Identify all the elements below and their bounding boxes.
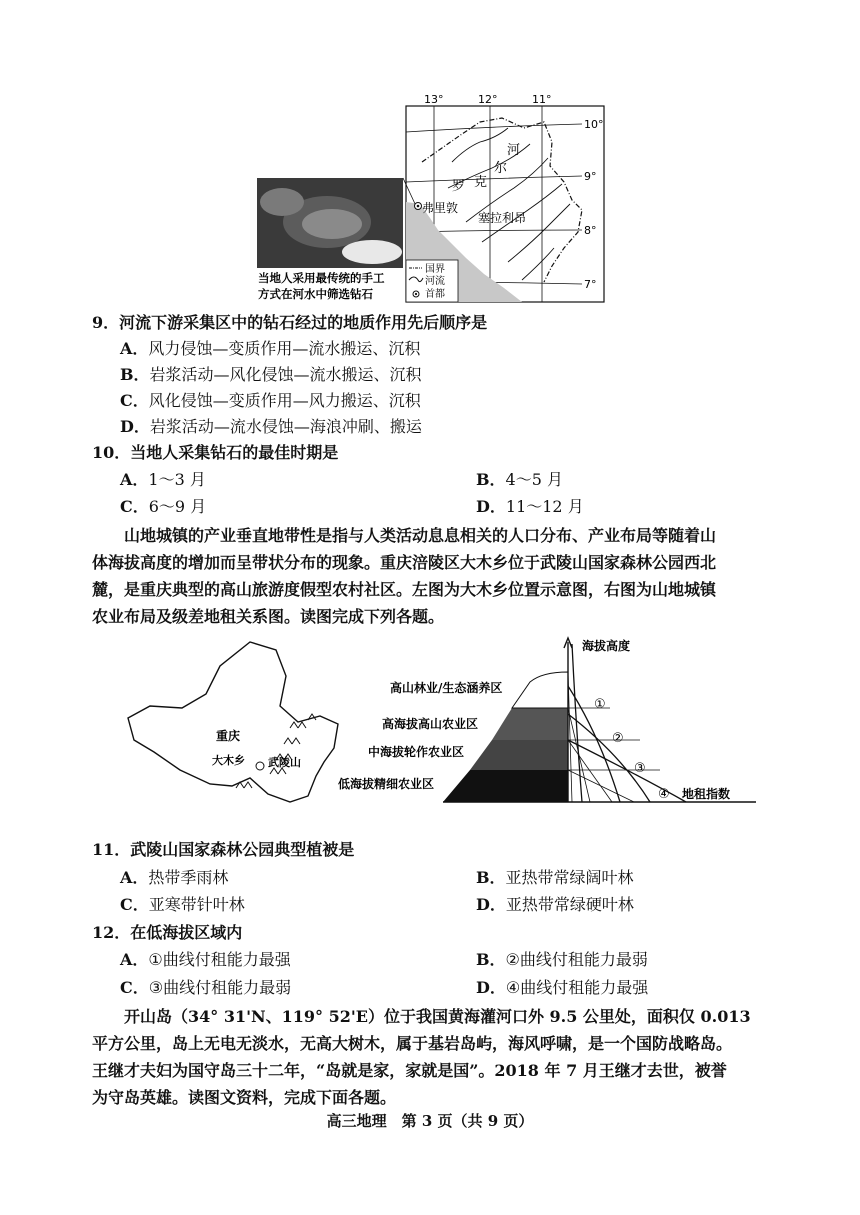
lat-label: 7° — [584, 278, 597, 291]
lat-label: 10° — [584, 118, 604, 131]
zone-mid — [470, 740, 568, 770]
x-axis-label: 地租指数 — [682, 787, 731, 801]
map-label: 克 — [474, 175, 488, 190]
figure-2 — [120, 636, 760, 808]
curve-label: ② — [612, 731, 624, 746]
question-9-stem: 9．河流下游采集区中的钻石经过的地质作用先后顺序是 — [92, 313, 488, 332]
question-12-stem: 12．在低海拔区域内 — [92, 923, 243, 942]
map-label: 塞拉利昂 — [478, 211, 527, 225]
left-map-label: 大木乡 — [212, 754, 245, 767]
damu-location-icon — [256, 762, 264, 770]
q12-option-d[interactable]: D．④曲线付租能力最强 — [476, 978, 649, 997]
passage-mountain-town: 山地城镇的产业垂直地带性是指与人类活动息息相关的人口分布、产业布局等随着山 体海拔高度的增加而呈带状分布的现象。重庆涪陵区大木乡位于武陵山国家森林公园西北 麓，是重庆典型的高山旅游度假型农村社区。左图为大木乡位置示意图，右图为山地城镇 农业布局及级差地租关系图。读图完成下列各题。 — [92, 526, 717, 626]
map-label: 罗 — [452, 179, 466, 194]
lon-label: 11° — [532, 93, 552, 106]
q10-option-c[interactable]: C．6～9 月 — [120, 497, 207, 516]
q12-option-a[interactable]: A．①曲线付租能力最强 — [120, 950, 291, 969]
y-axis-label: 海拔高度 — [582, 639, 631, 653]
q9-option-d[interactable]: D．岩浆活动—流水侵蚀—海浪冲刷、搬运 — [120, 417, 422, 436]
legend-label: 河流 — [425, 276, 445, 287]
chongqing-outline — [128, 642, 338, 802]
q10-option-d[interactable]: D．11～12 月 — [476, 497, 584, 516]
q12-option-c[interactable]: C．③曲线付租能力最弱 — [120, 978, 292, 997]
zone-forest — [512, 672, 568, 708]
map-label: 河 — [507, 143, 521, 158]
question-11-stem: 11．武陵山国家森林公园典型植被是 — [92, 840, 355, 859]
lon-label: 12° — [478, 93, 498, 106]
photo-caption: 方式在河水中筛选钻石 — [258, 287, 373, 301]
sierra-leone-map — [252, 92, 612, 304]
lat-label: 8° — [584, 224, 597, 237]
q9-option-c[interactable]: C．风化侵蚀—变质作用—风力搬运、沉积 — [120, 391, 421, 410]
legend-label: 首都 — [425, 289, 445, 300]
legend-label: 国界 — [425, 264, 445, 275]
curve-label: ① — [594, 697, 606, 712]
q12-option-b[interactable]: B．②曲线付租能力最弱 — [476, 950, 648, 969]
q10-option-b[interactable]: B．4～5 月 — [476, 470, 563, 489]
left-map-label: 重庆 — [216, 729, 241, 743]
curve-1 — [572, 644, 582, 802]
q11-option-c[interactable]: C．亚寒带针叶林 — [120, 895, 245, 914]
q11-option-a[interactable]: A．热带季雨林 — [120, 868, 229, 887]
zone-label: 高山林业/生态涵养区 — [390, 681, 503, 695]
lon-label: 13° — [424, 93, 444, 106]
left-map-label: 武陵山 — [268, 756, 301, 769]
curve-label: ③ — [634, 761, 646, 776]
q11-option-d[interactable]: D．亚热带常绿硬叶林 — [476, 895, 634, 914]
zone-label: 高海拔高山农业区 — [382, 717, 479, 731]
page-footer: 高三地理 第 3 页（共 9 页） — [326, 1112, 534, 1130]
q9-option-b[interactable]: B．岩浆活动—风化侵蚀—流水搬运、沉积 — [120, 365, 422, 384]
zone-label: 中海拔轮作农业区 — [368, 745, 465, 759]
q10-option-a[interactable]: A．1～3 月 — [120, 470, 206, 489]
figure-1 — [252, 92, 612, 304]
passage-kaishan-island: 开山岛（34° 31'N、119° 52'E）位于我国黄海灌河口外 9.5 公里处，面积仅 0.013 平方公里，岛上无电无淡水，无高大树木，属于基岩岛屿，海风呼啸，是一个国防战略岛。 王继才夫妇为国守岛三十二年，“岛就是家，家就是国”。2018 年 7 月王继才去世，被誉 为守岛英雄。读图文资料，完成下面各题。 — [92, 1007, 751, 1107]
zone-low — [443, 770, 568, 802]
zone-high-agri — [492, 708, 568, 740]
lat-label: 9° — [584, 170, 597, 183]
question-10-stem: 10．当地人采集钻石的最佳时期是 — [92, 443, 339, 462]
q9-option-a[interactable]: A．风力侵蚀—变质作用—流水搬运、沉积 — [120, 339, 421, 358]
damu-location-and-rent-diagram — [120, 636, 760, 808]
q11-option-b[interactable]: B．亚热带常绿阔叶林 — [476, 868, 634, 887]
curve-label: ④ — [658, 787, 670, 802]
photo-caption: 当地人采用最传统的手工 — [258, 271, 385, 285]
map-label: 尔 — [494, 161, 508, 176]
zone-label: 低海拔精细农业区 — [338, 777, 435, 791]
map-label: 弗里敦 — [422, 201, 459, 215]
